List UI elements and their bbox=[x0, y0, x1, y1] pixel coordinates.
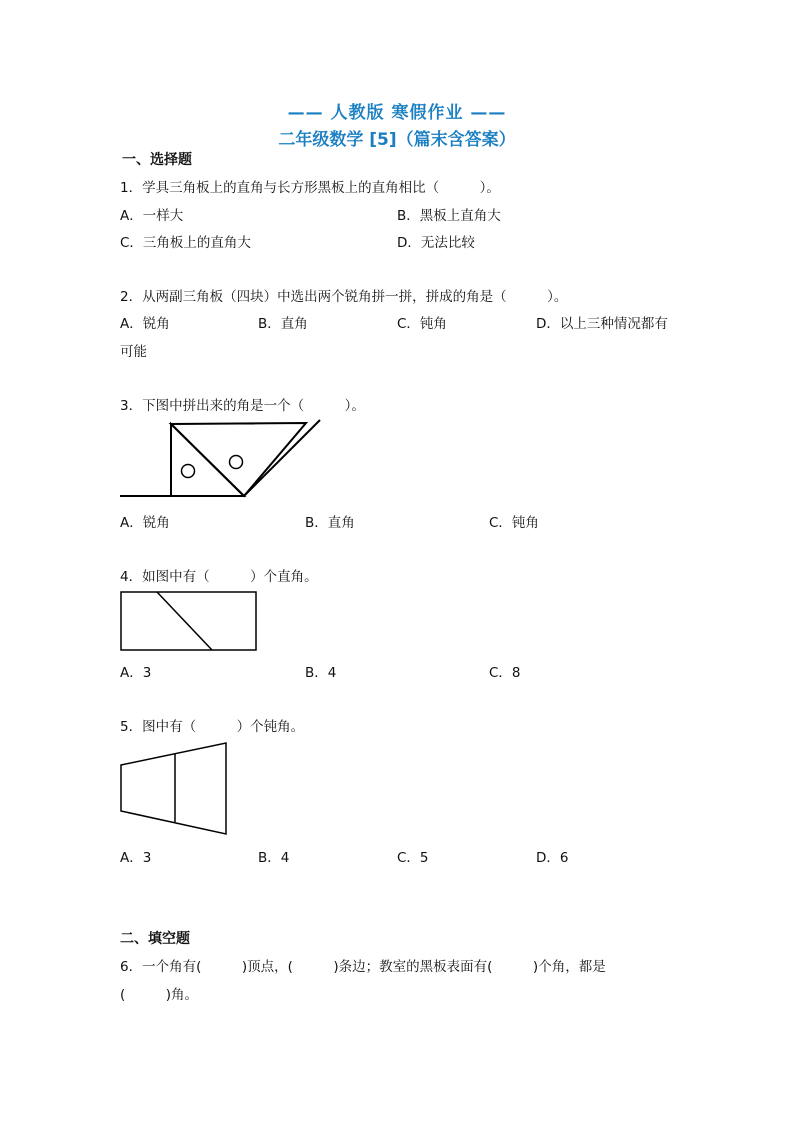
question-2: 2．从两副三角板（四块）中选出两个锐角拼一拼，拼成的角是（ ）。 bbox=[120, 289, 568, 305]
q1-option-d: D．无法比较 bbox=[397, 235, 475, 251]
q1-option-b: B．黑板上直角大 bbox=[397, 208, 501, 224]
q3-option-b: B．直角 bbox=[305, 515, 355, 531]
q5-option-d: D．6 bbox=[536, 850, 569, 866]
q2-option-c: C．钝角 bbox=[397, 316, 447, 332]
q2-option-d-continued: 可能 bbox=[120, 344, 147, 360]
q4-option-c: C．8 bbox=[489, 665, 521, 681]
q2-option-a: A．锐角 bbox=[120, 316, 170, 332]
q4-option-b: B．4 bbox=[305, 665, 337, 681]
question-4: 4．如图中有（ ）个直角。 bbox=[120, 569, 318, 585]
section-fill-title: 二、填空题 bbox=[120, 931, 190, 947]
q5-option-c: C．5 bbox=[397, 850, 429, 866]
question-6-continued: ( )角。 bbox=[120, 987, 199, 1003]
q1-option-c: C．三角板上的直角大 bbox=[120, 235, 251, 251]
q4-option-a: A．3 bbox=[120, 665, 152, 681]
q3-option-a: A．锐角 bbox=[120, 515, 170, 531]
document-subtitle: 二年级数学 [5]（篇末含答案） bbox=[278, 130, 516, 150]
q2-option-b: B．直角 bbox=[258, 316, 308, 332]
section-choice-title: 一、选择题 bbox=[122, 152, 192, 168]
question-3: 3．下图中拼出来的角是一个（ ）。 bbox=[120, 398, 365, 414]
q3-option-c: C．钝角 bbox=[489, 515, 539, 531]
document-title: —— 人教版 寒假作业 —— bbox=[287, 103, 507, 123]
q5-option-a: A．3 bbox=[120, 850, 152, 866]
question-1: 1．学具三角板上的直角与长方形黑板上的直角相比（ ）。 bbox=[120, 180, 500, 196]
q5-option-b: B．4 bbox=[258, 850, 290, 866]
q2-option-d: D．以上三种情况都有 bbox=[536, 316, 668, 332]
q1-option-a: A．一样大 bbox=[120, 208, 184, 224]
question-5: 5．图中有（ ）个钝角。 bbox=[120, 719, 305, 735]
question-6: 6．一个角有( )顶点，( )条边；教室的黑板表面有( )个角，都是 bbox=[120, 959, 606, 975]
